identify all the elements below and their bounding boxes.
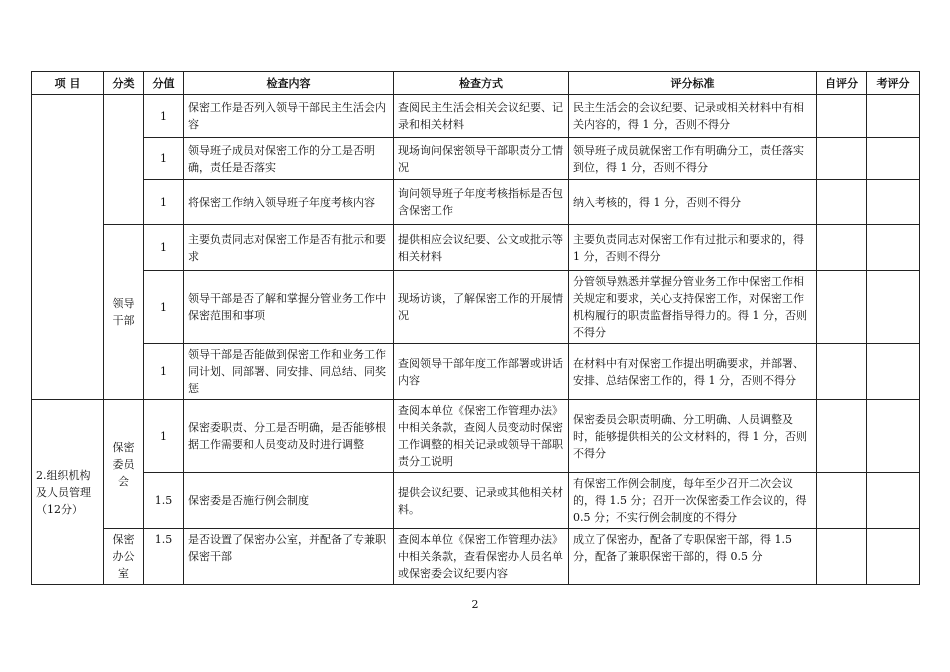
table-header-row	[32, 72, 920, 95]
self-score-cell[interactable]	[817, 95, 867, 138]
content-cell: 保密委是否施行例会制度	[184, 473, 394, 529]
method-cell: 现场访谈，了解保密工作的开展情况	[394, 271, 569, 344]
exam-score-cell[interactable]	[867, 180, 920, 225]
category-committee-label: 保密委员会	[112, 440, 135, 488]
project-org-cell	[32, 400, 104, 585]
standard-cell: 领导班子成员就保密工作有明确分工，责任落实到位，得 1 分，否则不得分	[569, 138, 817, 180]
header-score: 分值	[144, 72, 184, 95]
standard-cell: 民主生活会的会议纪要、记录或相关材料中有相关内容的，得 1 分，否则不得分	[569, 95, 817, 138]
score-cell: 1	[144, 271, 184, 344]
score-cell: 1	[144, 180, 184, 225]
method-cell: 询问领导班子年度考核指标是否包含保密工作	[394, 180, 569, 225]
category-leadership	[104, 225, 144, 400]
standard-cell: 保密委员会职责明确、分工明确、人员调整及时，能够提供相关的公文材料的，得 1 分，否则不得分	[569, 400, 817, 473]
method-cell: 提供会议纪要、记录或其他相关材料。	[394, 473, 569, 529]
exam-score-cell[interactable]	[867, 271, 920, 344]
self-score-cell[interactable]	[817, 138, 867, 180]
content-cell: 保密委职责、分工是否明确，是否能够根据工作需要和人员变动及时进行调整	[184, 400, 394, 473]
content-cell: 保密工作是否列入领导干部民主生活会内容	[184, 95, 394, 138]
exam-score-cell[interactable]	[867, 400, 920, 473]
table-row	[32, 95, 920, 138]
standard-cell: 成立了保密办，配备了专职保密干部，得 1.5 分，配备了兼职保密干部的，得 0.5 分	[569, 529, 817, 585]
method-cell: 查阅领导干部年度工作部署或讲话内容	[394, 344, 569, 400]
score-cell: 1	[144, 225, 184, 271]
self-score-cell[interactable]	[817, 271, 867, 344]
method-cell: 现场询问保密领导干部职责分工情况	[394, 138, 569, 180]
standard-cell: 有保密工作例会制度，每年至少召开二次会议的，得 1.5 分；召开一次保密委工作会议的，得 0.5 分；不实行例会制度的不得分	[569, 473, 817, 529]
exam-score-cell[interactable]	[867, 138, 920, 180]
header-content: 检查内容	[184, 72, 394, 95]
table-row	[32, 138, 920, 180]
score-cell: 1.5	[144, 473, 184, 529]
content-cell: 领导干部是否能做到保密工作和业务工作同计划、同部署、同安排、同总结、同奖惩	[184, 344, 394, 400]
table-row	[32, 400, 920, 473]
table-row	[32, 473, 920, 529]
table-row	[32, 271, 920, 344]
project-cell-empty	[32, 95, 104, 400]
exam-score-cell[interactable]	[867, 473, 920, 529]
self-score-cell[interactable]	[817, 225, 867, 271]
self-score-cell[interactable]	[817, 400, 867, 473]
score-cell: 1	[144, 344, 184, 400]
content-cell: 将保密工作纳入领导班子年度考核内容	[184, 180, 394, 225]
self-score-cell[interactable]	[817, 344, 867, 400]
exam-score-cell[interactable]	[867, 95, 920, 138]
header-category: 分类	[104, 72, 144, 95]
exam-score-cell[interactable]	[867, 344, 920, 400]
method-cell: 提供相应会议纪要、公文或批示等相关材料	[394, 225, 569, 271]
self-score-cell[interactable]	[817, 473, 867, 529]
table-row	[32, 225, 920, 271]
content-cell: 主要负责同志对保密工作是否有批示和要求	[184, 225, 394, 271]
standard-cell: 在材料中有对保密工作提出明确要求，并部署、安排、总结保密工作的，得 1 分，否则不得分	[569, 344, 817, 400]
page-number: 2	[471, 598, 479, 611]
content-cell: 领导班子成员对保密工作的分工是否明确，责任是否落实	[184, 138, 394, 180]
table-row	[32, 180, 920, 225]
project-org-label: 2.组织机构及人员管理（12分）	[36, 468, 91, 516]
content-cell: 领导干部是否了解和掌握分管业务工作中保密范围和事项	[184, 271, 394, 344]
header-self-score: 自评分	[817, 72, 867, 95]
category-committee	[104, 400, 144, 529]
category-office-label: 保密办公室	[112, 533, 135, 580]
header-exam-score: 考评分	[867, 72, 920, 95]
method-cell: 查阅民主生活会相关会议纪要、记录和相关材料	[394, 95, 569, 138]
header-method: 检查方式	[394, 72, 569, 95]
header-project: 项 目	[32, 72, 104, 95]
content-cell: 是否设置了保密办公室，并配备了专兼职保密干部	[184, 529, 394, 585]
standard-cell: 纳入考核的，得 1 分，否则不得分	[569, 180, 817, 225]
self-score-cell[interactable]	[817, 529, 867, 585]
score-cell: 1	[144, 95, 184, 138]
score-cell: 1	[144, 400, 184, 473]
standard-cell: 主要负责同志对保密工作有过批示和要求的，得 1 分，否则不得分	[569, 225, 817, 271]
self-score-cell[interactable]	[817, 180, 867, 225]
header-standard: 评分标准	[569, 72, 817, 95]
method-cell: 查阅本单位《保密工作管理办法》中相关条款，查看保密办人员名单或保密委会议纪要内容	[394, 529, 569, 585]
table-row	[32, 529, 920, 585]
category-office	[104, 529, 144, 585]
exam-score-cell[interactable]	[867, 225, 920, 271]
evaluation-table	[31, 71, 920, 585]
standard-cell: 分管领导熟悉并掌握分管业务工作中保密工作相关规定和要求，关心支持保密工作，对保密工作机构履行的职责监督指导得力的。得 1 分，否则不得分	[569, 271, 817, 344]
table-row	[32, 344, 920, 400]
category-leadership-label: 领导干部	[112, 297, 135, 327]
score-cell: 1.5	[144, 529, 184, 585]
exam-score-cell[interactable]	[867, 529, 920, 585]
method-cell: 查阅本单位《保密工作管理办法》中相关条款，查阅人员变动时保密工作调整的相关记录或领导干部职责分工说明	[394, 400, 569, 473]
score-cell: 1	[144, 138, 184, 180]
category-cell-empty	[104, 95, 144, 225]
